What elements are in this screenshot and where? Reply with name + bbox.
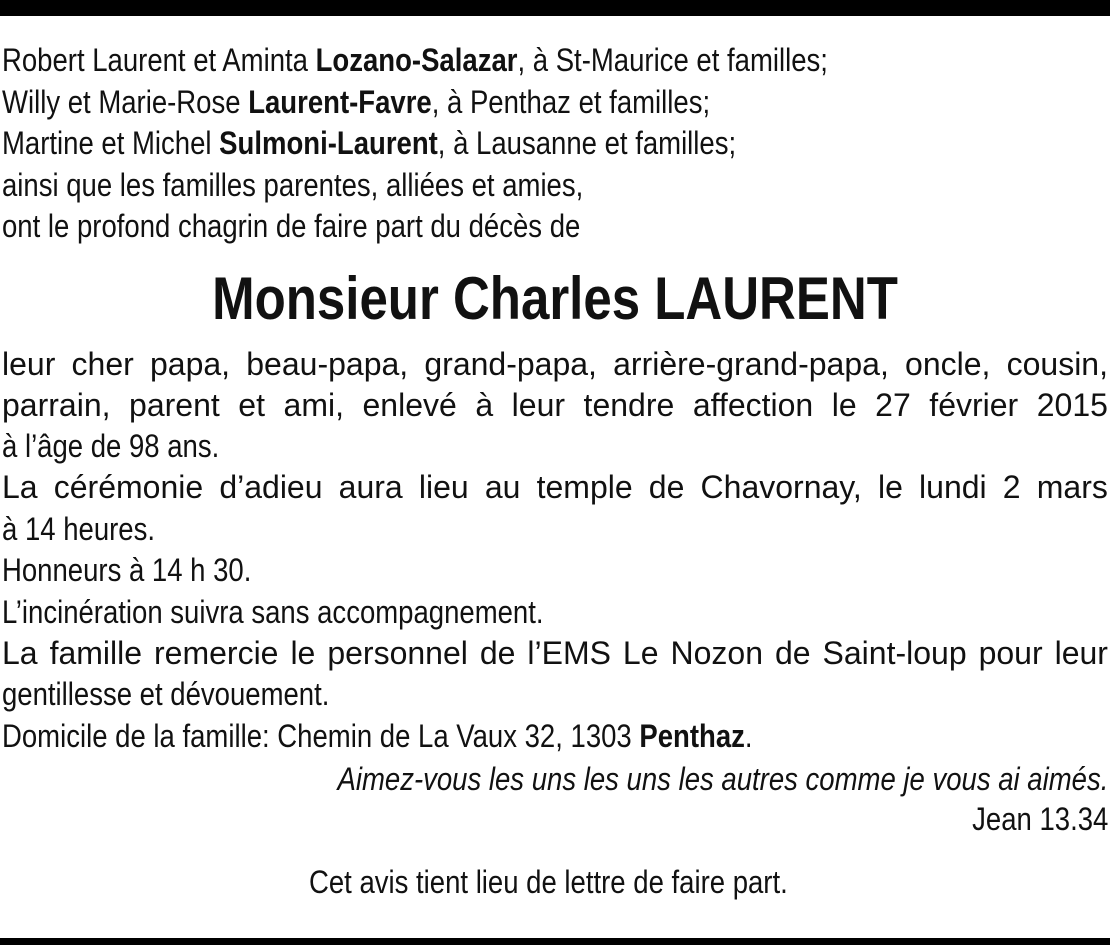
family-line xyxy=(2,123,953,165)
deceased-name: Monsieur Charles LAURENT xyxy=(212,264,898,332)
body-line: gentillesse et dévouement. xyxy=(2,676,330,713)
body-word: pour xyxy=(978,635,1043,672)
body-word: parent xyxy=(129,386,220,423)
body-word: février xyxy=(929,386,1019,423)
body-word: de xyxy=(648,469,685,506)
body-word: 27 xyxy=(875,386,911,423)
verse-reference-text: Jean 13.34 xyxy=(971,801,1108,838)
address-text: Domicile de la famille: Chemin de La Vaux 32, 1303 xyxy=(2,717,640,754)
body-word: temple xyxy=(536,469,633,506)
body-word: La xyxy=(2,469,38,506)
body-word: cher xyxy=(71,345,134,382)
body-word: l’EMS xyxy=(527,635,611,672)
address-period: . xyxy=(744,717,753,754)
body-word: au xyxy=(484,469,521,506)
family-surname: Lozano-Salazar xyxy=(315,42,518,78)
family-location: , à St-Maurice et familles; xyxy=(517,42,828,78)
body-word: famille xyxy=(49,635,143,672)
body-word: parrain, xyxy=(2,386,111,423)
body-word: Saint-loup xyxy=(822,635,967,672)
address-line xyxy=(2,716,953,758)
body-word: 2015 xyxy=(1036,386,1108,423)
body-line: Honneurs à 14 h 30. xyxy=(2,552,252,589)
family-names: Willy et Marie-Rose xyxy=(2,83,249,120)
body-word: leur xyxy=(1054,635,1108,672)
body-word: mars xyxy=(1036,469,1108,506)
body-word: lundi xyxy=(919,469,987,506)
verse-text: Aimez-vous les uns les uns les autres comme je vous ai aimés. xyxy=(337,761,1108,798)
body-line: à 14 heures. xyxy=(2,510,155,547)
body-line-justified xyxy=(2,467,1108,508)
body-word: le xyxy=(290,635,316,672)
verse-reference xyxy=(2,799,1108,839)
body-word: affection xyxy=(692,386,814,423)
body-line: L’incinération suivra sans accompagnement. xyxy=(2,593,544,630)
family-location: , à Penthaz et familles; xyxy=(431,83,711,120)
body-word: tendre xyxy=(583,386,675,423)
body-line-justified xyxy=(2,385,1108,426)
obituary-notice xyxy=(2,40,1108,902)
closing-text: Cet avis tient lieu de lettre de faire part. xyxy=(308,864,788,901)
body-word: 2 xyxy=(1002,469,1021,506)
body-word: Le xyxy=(622,635,659,672)
body-word: personnel xyxy=(327,635,468,672)
body-word: lieu xyxy=(418,469,469,506)
relatives-line: ainsi que les familles parentes, alliées et amies, xyxy=(2,166,584,203)
top-border-rule xyxy=(0,0,1110,16)
family-line xyxy=(2,40,953,82)
bible-verse xyxy=(2,759,1108,799)
body-line-justified xyxy=(2,633,1108,674)
body-word: cousin, xyxy=(1006,345,1108,382)
closing-note xyxy=(0,862,1108,902)
family-line xyxy=(2,82,953,124)
family-location: , à Lausanne et familles; xyxy=(437,125,737,161)
bottom-border-rule xyxy=(0,938,1110,945)
body-word: de xyxy=(774,635,811,672)
body-word: grand-papa, xyxy=(424,345,597,382)
body-word: oncle, xyxy=(905,345,991,382)
body-word: Nozon xyxy=(670,635,763,672)
body-word: le xyxy=(831,386,857,423)
family-surname: Laurent-Favre xyxy=(248,83,432,120)
body-line-justified xyxy=(2,344,1108,385)
body-word: enlevé xyxy=(362,386,457,423)
body-word: arrière-grand-papa, xyxy=(613,345,889,382)
body-word: à xyxy=(475,386,494,423)
family-names: Martine et Michel xyxy=(2,125,220,161)
body-word: de xyxy=(479,635,516,672)
body-word: beau-papa, xyxy=(246,345,409,382)
body-line: à l’âge de 98 ans. xyxy=(2,427,220,464)
body-word: aura xyxy=(338,469,403,506)
announcement-line: ont le profond chagrin de faire part du décès de xyxy=(2,208,581,244)
family-names: Robert Laurent et Aminta xyxy=(2,42,316,78)
body-word: La xyxy=(2,635,38,672)
body-word: papa, xyxy=(149,345,231,382)
body-word: remercie xyxy=(154,635,279,672)
family-surname: Sulmoni-Laurent xyxy=(219,125,438,161)
body-word: leur xyxy=(2,345,56,382)
body-word: Chavornay, xyxy=(700,469,862,506)
body-word: cérémonie xyxy=(53,469,204,506)
body-word: le xyxy=(877,469,903,506)
obituary-body xyxy=(2,344,1108,758)
address-town: Penthaz xyxy=(639,717,745,754)
body-word: et xyxy=(238,386,265,423)
body-word: ami, xyxy=(283,386,344,423)
body-word: leur xyxy=(511,386,566,423)
body-word: d’adieu xyxy=(219,469,323,506)
